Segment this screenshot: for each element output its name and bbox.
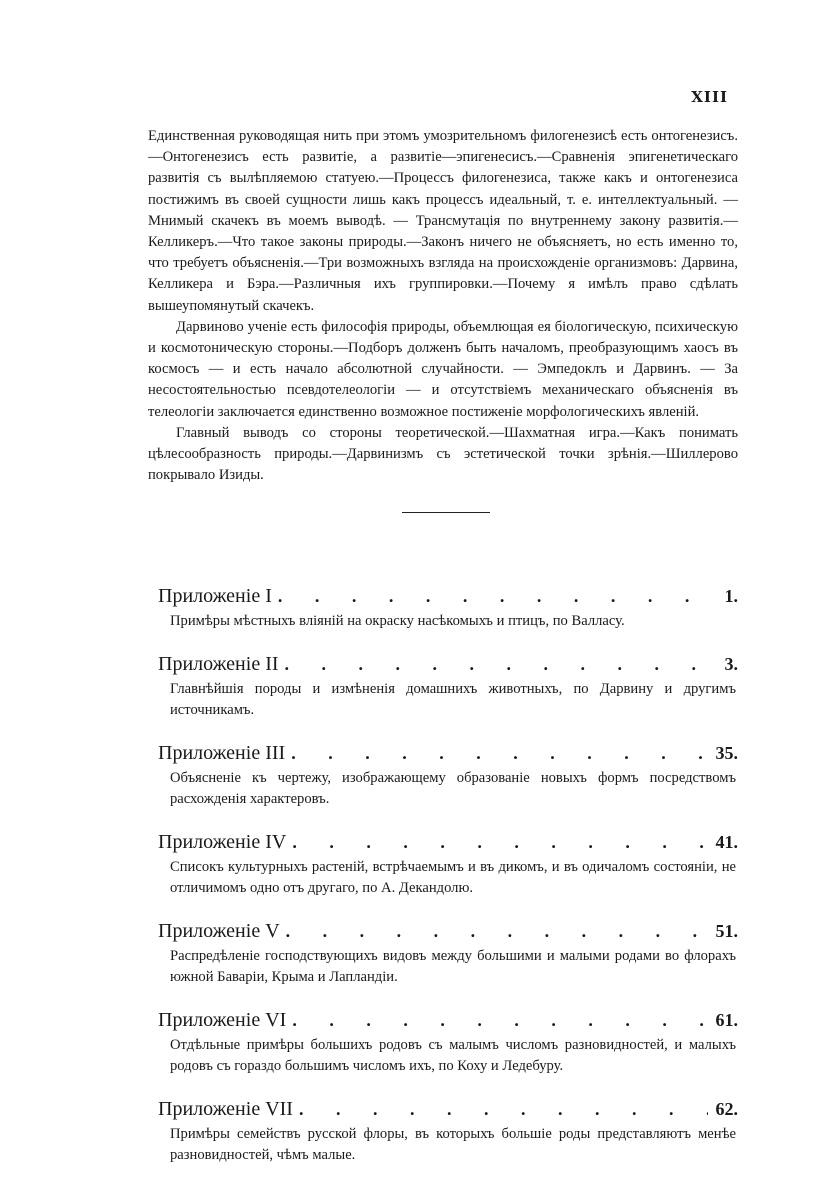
- appendix-title: Приложеніе II: [158, 652, 279, 675]
- appendix-entry: [158, 583, 740, 633]
- dot-leader: [278, 583, 717, 609]
- dot-leader: [292, 1007, 707, 1033]
- dot-leader: [291, 740, 707, 766]
- page-number: XIII: [691, 88, 728, 106]
- appendix-page-number: 62.: [715, 1098, 738, 1119]
- appendix-entry: [158, 651, 740, 722]
- chapter-summary: [148, 126, 738, 486]
- appendix-description: Объясненіе къ чертежу, изображающему образованіе новыхъ формъ посредствомъ расхожденія характеровъ.: [170, 769, 736, 807]
- dot-leader: [286, 918, 708, 944]
- appendix-page-number: 35.: [715, 742, 738, 763]
- appendix-description: Распредѣленіе господствующихъ видовъ между большими и малыми родами во флорахъ южной Баваріи, Крыма и Лапландіи.: [170, 947, 736, 985]
- appendix-entry: [158, 1007, 740, 1078]
- appendix-entry: [158, 918, 740, 989]
- summary-paragraph: Единственная руководящая нить при этомъ умозрительномъ филогенезисѣ есть онтогенезисъ.—Онтогенезисъ есть развитіе, а развитіе—эпигенесисъ.—Сравненія эпигенетическаго развитія съ вылѣпляемою статуею.—Процессъ филогенезиса, также какъ и онтогенезиса постижимъ въ своей сущности лишь какъ процессъ идеальный, т. е. интеллектуальный. — Мнимый скачекъ въ моемъ выводѣ. — Трансмутація по внутреннему закону развитія.—Келликеръ.—Что такое законы природы.—Законъ ничего не объясняетъ, но есть именно то, что требуетъ объясненія.—Три возможныхъ взгляда на происхожденіе организмовъ: Дарвина, Келликера и Бэра.—Различныя ихъ группировки.—Почему я имѣлъ право сдѣлать вышеупомянутый скачекъ.: [148, 128, 738, 314]
- appendix-entry: [158, 1096, 740, 1167]
- appendix-page-number: 1.: [724, 586, 738, 606]
- appendix-title: Приложеніе IV: [158, 830, 287, 853]
- appendix-description: Главнѣйшія породы и измѣненія домашнихъ животныхъ, по Дарвину и другимъ источникамъ.: [170, 680, 736, 718]
- dot-leader: [299, 1096, 708, 1122]
- appendix-page-number: 61.: [715, 1009, 738, 1030]
- appendix-title: Приложеніе III: [158, 741, 286, 764]
- section-divider: [402, 512, 490, 513]
- appendix-description: Примѣры мѣстныхъ вліяній на окраску насѣкомыхъ и птицъ, по Валласу.: [170, 613, 625, 629]
- appendix-description: Списокъ культурныхъ растеній, встрѣчаемымъ и въ дикомъ, и въ одичаломъ состояніи, не отличимомъ одно отъ другаго, по А. Декандолю.: [170, 858, 736, 896]
- appendix-list: [158, 583, 740, 1167]
- dot-leader: [292, 829, 707, 855]
- summary-paragraph: Дарвиново ученіе есть философія природы, объемлющая ея біологическую, психическую и космотоническую стороны.—Подборъ долженъ быть началомъ, преобразующимъ хаосъ въ космосъ — и есть начало абсолютной случайности. — Эмпедоклъ и Дарвинъ. — За несостоятельностью псевдотелеологіи — и отсутствіемъ механическаго объясненія въ телеологіи заключается единственно возможное постиженіе морфологическихъ явленій.: [148, 318, 738, 420]
- appendix-description: Отдѣльные примѣры большихъ родовъ съ малымъ числомъ разновидностей, и малыхъ родовъ съ гораздо большимъ числомъ ихъ, по Коху и Ледебуру.: [170, 1036, 736, 1074]
- appendix-title: Приложеніе I: [158, 585, 272, 607]
- summary-paragraph: Главный выводъ со стороны теоретической.—Шахматная игра.—Какъ понимать цѣлесообразность природы.—Дарвинизмъ съ эстетической точки зрѣнія.—Шиллерово покрывало Изиды.: [148, 424, 738, 484]
- appendix-title: Приложеніе VI: [158, 1008, 287, 1031]
- appendix-entry: [158, 740, 740, 811]
- appendix-page-number: 51.: [715, 920, 738, 941]
- appendix-page-number: 41.: [715, 831, 738, 852]
- appendix-title: Приложеніе V: [158, 919, 280, 942]
- appendix-title: Приложеніе VII: [158, 1097, 293, 1120]
- appendix-page-number: 3.: [724, 653, 738, 674]
- appendix-description: Примѣры семействъ русской флоры, въ которыхъ большіе роды представляютъ менѣе разновидностей, чѣмъ малые.: [170, 1125, 736, 1163]
- dot-leader: [285, 651, 717, 677]
- appendix-entry: [158, 829, 740, 900]
